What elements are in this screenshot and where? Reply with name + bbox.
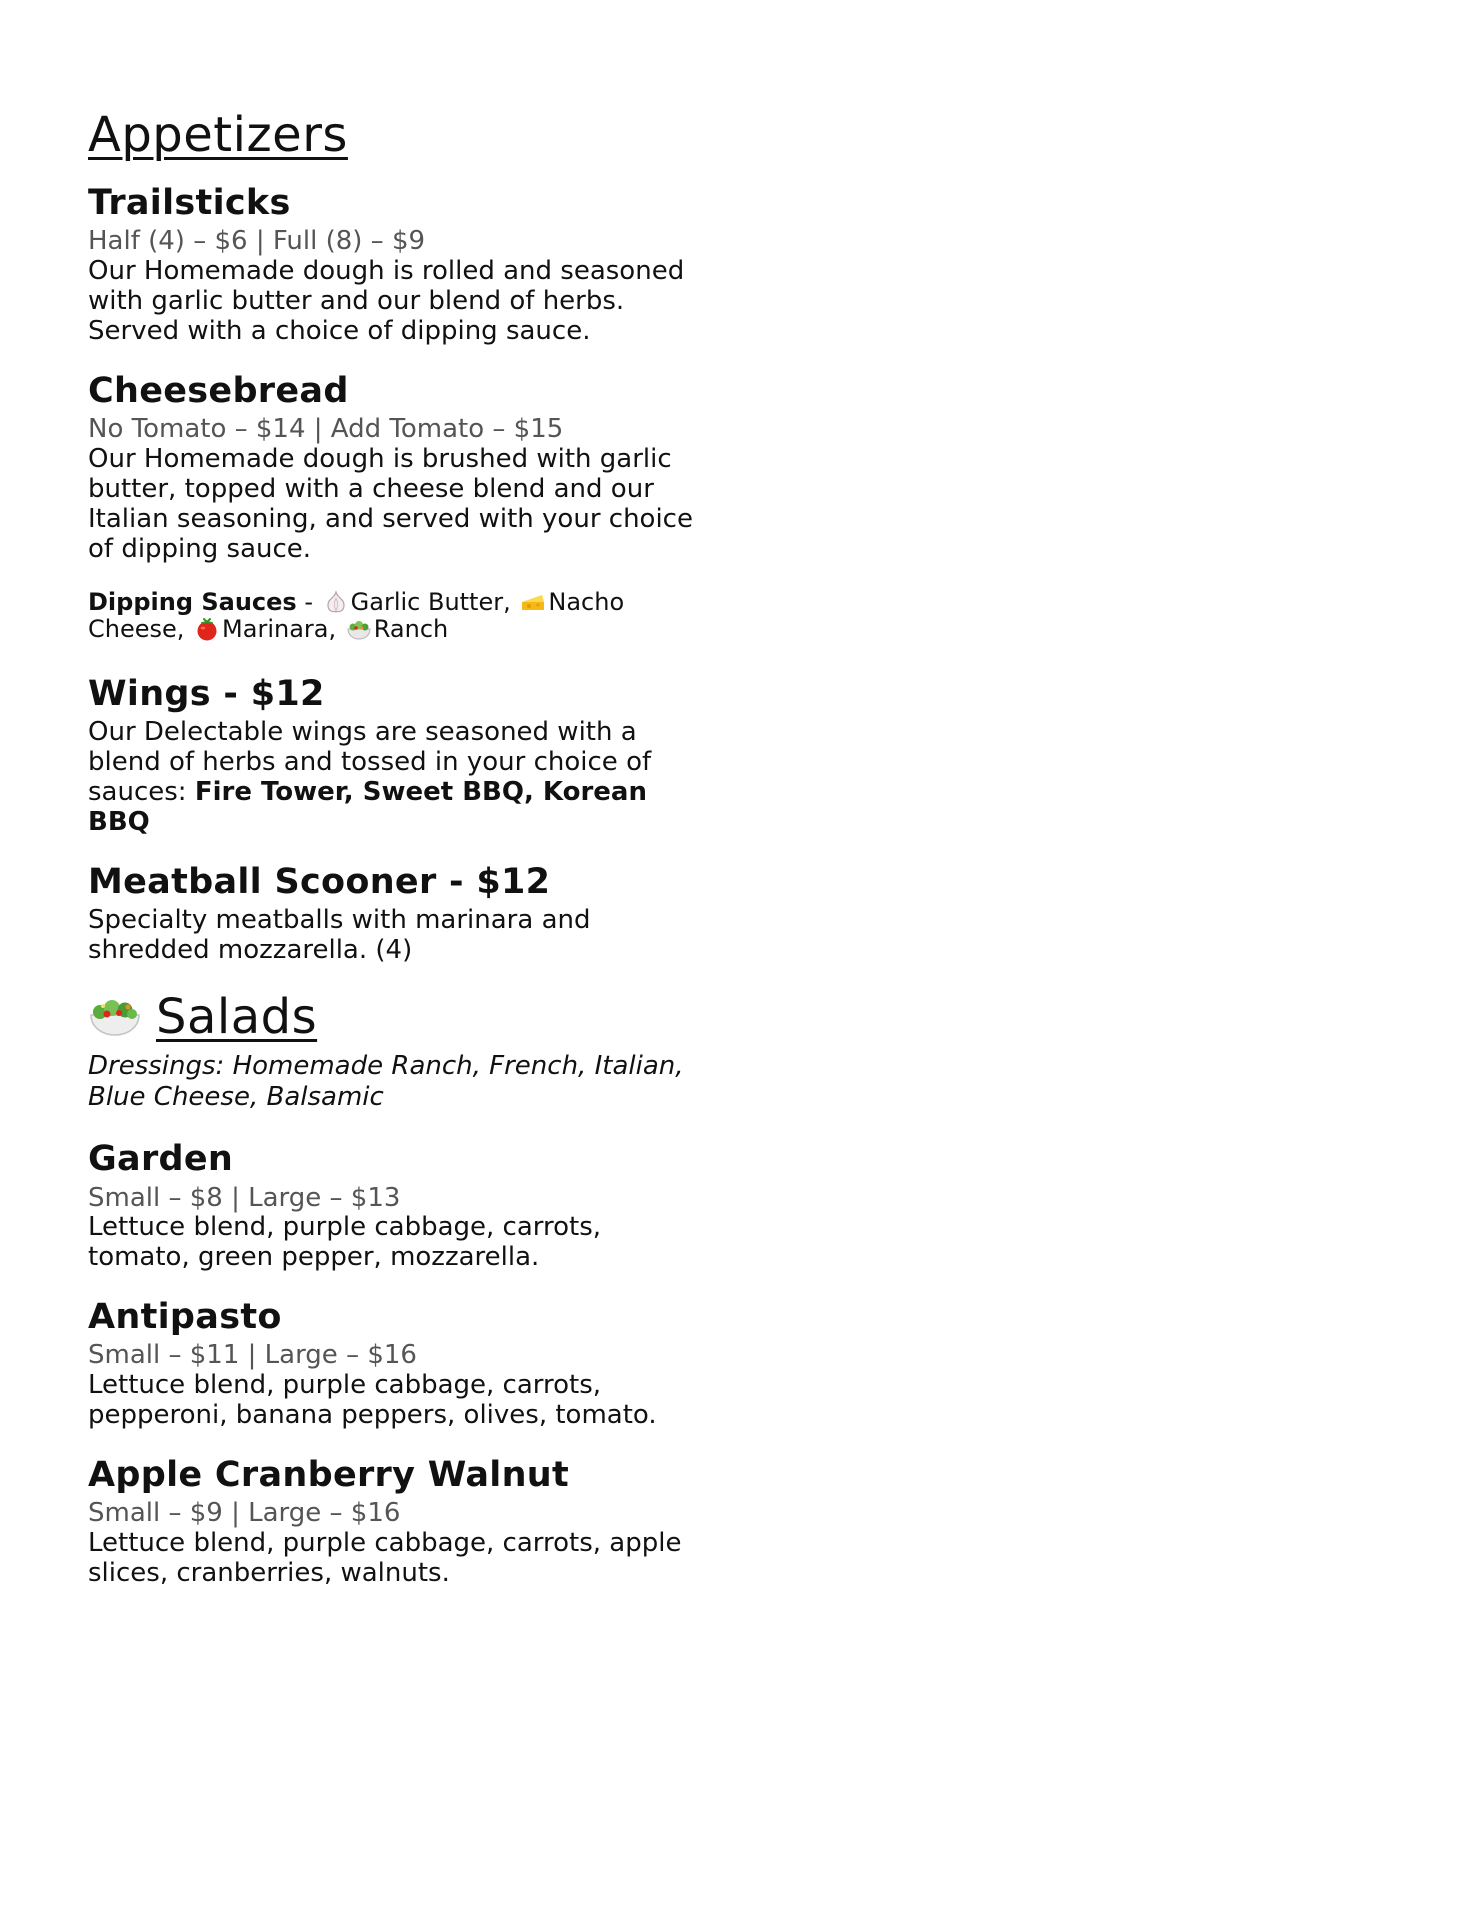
salads-title: Salads (156, 988, 318, 1045)
menu-item-wings (88, 674, 708, 838)
item-name: Meatball Scooner - $12 (88, 861, 551, 902)
tomato-icon (194, 617, 220, 641)
item-description: Our Homemade dough is brushed with garlic butter, topped with a cheese blend and our Italian seasoning, and served with your choice of dipping sauce. (88, 444, 693, 564)
wings-sauce-list: Fire Tower, Sweet BBQ, Korean BBQ (88, 776, 647, 837)
item-name: Trailsticks (88, 183, 291, 224)
sauce-nacho-cheese: Nacho Cheese, (88, 587, 625, 644)
item-description: Specialty meatballs with marinara and shredded mozzarella. (4) (88, 904, 591, 965)
wings-description-text: Our Delectable wings are seasoned with a blend of herbs and tossed in your choice of sauces: (88, 717, 652, 807)
sauce-garlic-butter: Garlic Butter, (350, 587, 511, 616)
dipping-sauces-label: Dipping Sauces (88, 587, 297, 616)
item-price: Small – $11 | Large – $16 (88, 1340, 417, 1371)
dipping-sauces (88, 589, 708, 644)
item-name: Cheesebread (88, 371, 349, 411)
item-price: Half (4) – $6 | Full (8) – $9 (88, 226, 426, 257)
menu-item-meatball-scooner (88, 862, 708, 966)
dressings-note: Dressings: Homemade Ranch, French, Italian, Blue Cheese, Balsamic (88, 1050, 684, 1113)
item-price: Small – $9 | Large – $16 (88, 1498, 401, 1529)
item-description: Our Homemade dough is rolled and seasoned with garlic butter and our blend of herbs. Served with a choice of dipping sauce. (88, 256, 685, 347)
item-name: Antipasto (88, 1297, 282, 1338)
appetizers-heading: Appetizers (88, 107, 348, 163)
salad-bowl-icon (88, 997, 142, 1037)
salad-icon (346, 617, 372, 641)
item-name: Garden (88, 1139, 234, 1180)
item-description: Lettuce blend, purple cabbage, carrots, tomato, green pepper, mozzarella. (88, 1212, 602, 1273)
garlic-icon (323, 590, 349, 614)
menu-item-trailsticks (88, 183, 708, 347)
dipping-sauces-separator: - (296, 587, 321, 616)
item-description (88, 718, 708, 838)
salads-heading (88, 990, 708, 1045)
cheese-icon (520, 590, 546, 614)
item-name: Wings - $12 (88, 673, 325, 714)
menu-item-antipasto (88, 1297, 708, 1431)
menu-page (88, 108, 708, 1613)
item-description: Lettuce blend, purple cabbage, carrots, apple slices, cranberries, walnuts. (88, 1528, 682, 1589)
sauce-marinara: Marinara, (222, 615, 337, 644)
menu-item-garden (88, 1139, 708, 1273)
item-description: Lettuce blend, purple cabbage, carrots, pepperoni, banana peppers, olives, tomato. (88, 1370, 657, 1431)
item-price: Small – $8 | Large – $13 (88, 1182, 401, 1213)
item-name: Apple Cranberry Walnut (88, 1455, 570, 1496)
menu-item-apple-cranberry-walnut (88, 1455, 708, 1589)
menu-item-cheesebread (88, 371, 708, 565)
sauce-ranch: Ranch (373, 615, 449, 644)
item-price: No Tomato – $14 | Add Tomato – $15 (88, 414, 564, 445)
